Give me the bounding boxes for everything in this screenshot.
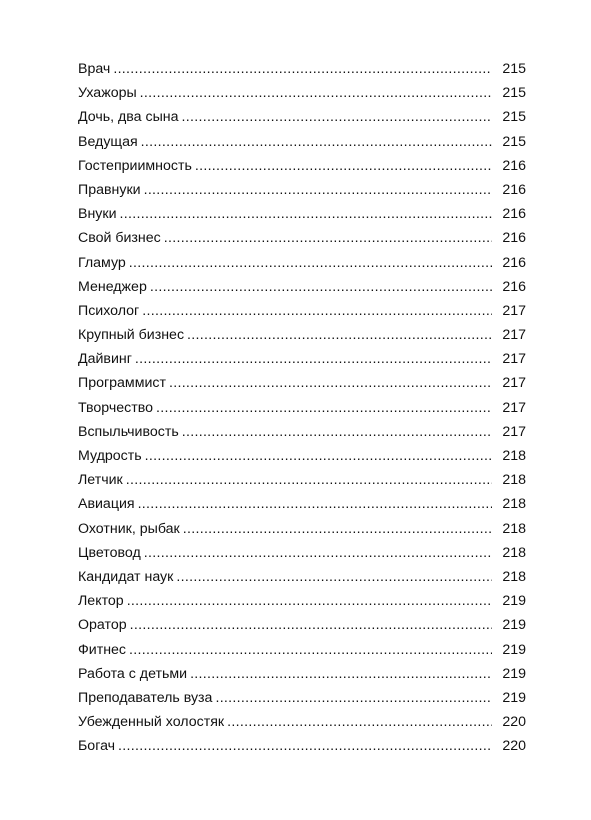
toc-entry <box>78 371 526 395</box>
toc-entry-page-number: 219 <box>502 665 526 682</box>
toc-dot-leader <box>182 420 492 444</box>
toc-dot-leader <box>190 662 492 686</box>
toc-entry-title: Богач <box>78 738 116 755</box>
toc-entry-page-number: 218 <box>502 568 526 585</box>
toc-dot-leader <box>150 275 492 299</box>
toc-entry-page-number: 216 <box>502 254 526 271</box>
toc-dot-leader <box>126 468 492 492</box>
toc-entry-page-number: 215 <box>502 85 526 102</box>
toc-entry <box>78 710 526 734</box>
toc-entry <box>78 468 526 492</box>
toc-dot-leader <box>144 178 492 202</box>
toc-entry-page-number: 217 <box>502 302 526 319</box>
toc-entry <box>78 613 526 637</box>
toc-entry-title: Крупный бизнес <box>78 327 185 344</box>
toc-dot-leader <box>195 154 492 178</box>
toc-dot-leader <box>227 710 492 734</box>
toc-entry <box>78 734 526 758</box>
toc-entry-title: Лектор <box>78 593 124 610</box>
toc-dot-leader <box>129 251 492 275</box>
toc-entry-title: Оратор <box>78 617 127 634</box>
toc-entry-page-number: 218 <box>502 472 526 489</box>
toc-entry <box>78 589 526 613</box>
toc-entry <box>78 323 526 347</box>
toc-entry <box>78 517 526 541</box>
toc-entry <box>78 178 526 202</box>
table-of-contents <box>78 57 526 758</box>
toc-entry-page-number: 217 <box>502 375 526 392</box>
toc-dot-leader <box>135 347 492 371</box>
toc-entry <box>78 154 526 178</box>
toc-entry-title: Кандидат наук <box>78 568 174 585</box>
toc-entry-title: Фитнес <box>78 641 127 658</box>
toc-entry-title: Цветовод <box>78 544 141 561</box>
toc-entry-page-number: 218 <box>502 496 526 513</box>
toc-entry-page-number: 219 <box>502 617 526 634</box>
toc-entry-title: Врач <box>78 61 111 77</box>
toc-entry-page-number: 217 <box>502 399 526 416</box>
toc-dot-leader <box>113 57 492 81</box>
toc-entry-page-number: 216 <box>502 157 526 174</box>
toc-dot-leader <box>176 565 492 589</box>
toc-entry <box>78 492 526 516</box>
toc-entry <box>78 275 526 299</box>
toc-dot-leader <box>156 396 492 420</box>
toc-entry-title: Менеджер <box>78 278 147 295</box>
toc-entry <box>78 57 526 81</box>
toc-entry <box>78 202 526 226</box>
toc-dot-leader <box>142 299 492 323</box>
toc-entry-page-number: 219 <box>502 593 526 610</box>
toc-entry-title: Гламур <box>78 254 126 271</box>
toc-entry-title: Мудрость <box>78 448 142 464</box>
toc-entry <box>78 105 526 129</box>
toc-entry-page-number: 217 <box>502 423 526 440</box>
toc-dot-leader <box>118 734 492 758</box>
toc-entry-page-number: 216 <box>502 278 526 295</box>
toc-entry-title: Творчество <box>78 399 154 416</box>
toc-dot-leader <box>144 541 492 565</box>
toc-entry-page-number: 219 <box>502 641 526 658</box>
toc-entry-page-number: 220 <box>502 714 526 731</box>
toc-dot-leader <box>130 613 492 637</box>
toc-entry <box>78 420 526 444</box>
toc-dot-leader <box>141 130 492 154</box>
toc-entry <box>78 565 526 589</box>
toc-dot-leader <box>145 444 492 468</box>
toc-entry <box>78 396 526 420</box>
toc-entry-title: Убежденный холостяк <box>78 714 225 731</box>
toc-entry-title: Психолог <box>78 302 140 319</box>
toc-entry-page-number: 219 <box>502 689 526 706</box>
toc-entry-page-number: 215 <box>502 109 526 126</box>
toc-entry-page-number: 217 <box>502 327 526 344</box>
toc-entry <box>78 251 526 275</box>
toc-entry-page-number: 216 <box>502 206 526 223</box>
toc-entry-title: Ведущая <box>78 133 138 150</box>
toc-entry <box>78 347 526 371</box>
toc-entry-page-number: 215 <box>502 133 526 150</box>
toc-dot-leader <box>182 105 492 129</box>
toc-entry-title: Гостеприимность <box>78 157 192 174</box>
toc-entry-title: Правнуки <box>78 181 141 198</box>
toc-entry-title: Преподаватель вуза <box>78 689 213 706</box>
toc-entry-title: Ухажоры <box>78 85 137 102</box>
toc-entry-title: Внуки <box>78 206 117 223</box>
toc-dot-leader <box>215 686 492 710</box>
toc-entry-title: Дочь, два сына <box>78 109 179 126</box>
toc-dot-leader <box>127 589 492 613</box>
toc-entry-title: Дайвинг <box>78 351 132 368</box>
toc-dot-leader <box>120 202 492 226</box>
toc-entry-title: Свой бизнес <box>78 230 161 247</box>
toc-entry-title: Охотник, рыбак <box>78 520 180 537</box>
toc-entry-page-number: 216 <box>502 230 526 247</box>
toc-entry <box>78 81 526 105</box>
toc-dot-leader <box>183 517 492 541</box>
toc-dot-leader <box>138 492 492 516</box>
toc-entry <box>78 662 526 686</box>
toc-entry <box>78 638 526 662</box>
toc-entry-title: Работа с детьми <box>78 665 188 682</box>
toc-entry-title: Летчик <box>78 472 123 489</box>
toc-entry <box>78 130 526 154</box>
toc-entry-title: Программист <box>78 375 166 392</box>
toc-entry-title: Авиация <box>78 496 135 513</box>
toc-entry <box>78 686 526 710</box>
toc-entry-title: Вспыльчивость <box>78 423 179 440</box>
toc-entry <box>78 541 526 565</box>
toc-entry-page-number: 215 <box>502 61 526 77</box>
toc-entry-page-number: 217 <box>502 351 526 368</box>
toc-entry-page-number: 218 <box>502 448 526 464</box>
toc-dot-leader <box>187 323 492 347</box>
toc-entry-page-number: 220 <box>502 738 526 755</box>
toc-entry <box>78 299 526 323</box>
toc-entry-page-number: 216 <box>502 181 526 198</box>
toc-entry-page-number: 218 <box>502 520 526 537</box>
toc-dot-leader <box>169 371 492 395</box>
toc-dot-leader <box>129 638 492 662</box>
toc-dot-leader <box>140 81 492 105</box>
toc-dot-leader <box>164 226 492 250</box>
toc-entry <box>78 444 526 468</box>
toc-entry-page-number: 218 <box>502 544 526 561</box>
toc-entry <box>78 226 526 250</box>
